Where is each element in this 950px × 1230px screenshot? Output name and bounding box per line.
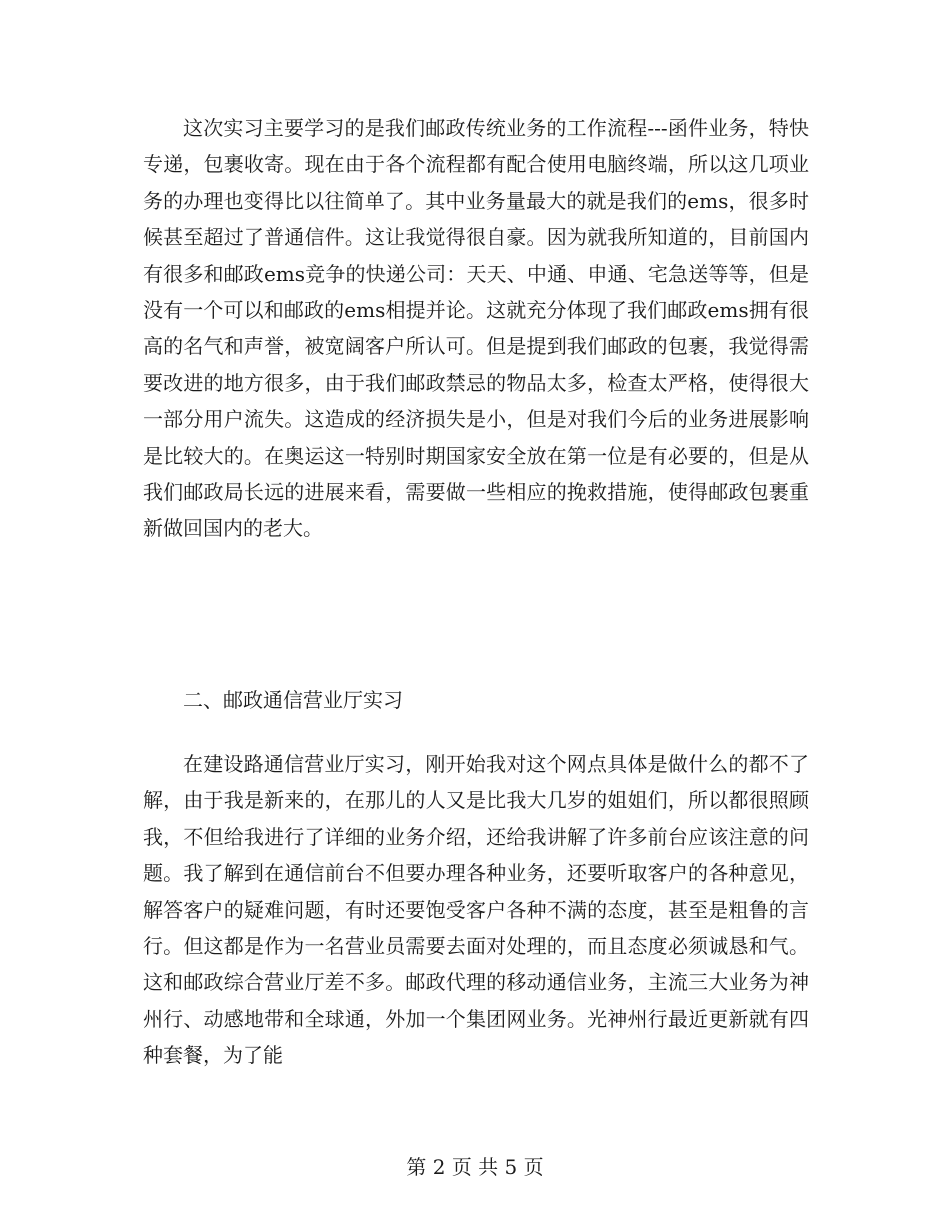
section-heading: 二、邮政通信营业厅实习 <box>183 688 403 712</box>
body-text-block-2 <box>143 746 809 1074</box>
body-text-block-1 <box>143 110 809 656</box>
page-number-footer: 第 2 页 共 5 页 <box>406 1155 544 1179</box>
paragraph-1: 这次实习主要学习的是我们邮政传统业务的工作流程---函件业务，特快专递，包裹收寄。现在由于各个流程都有配合使用电脑终端，所以这几项业务的办理也变得比以往简单了。其中业务量最大的就是我们的ems，很多时候甚至超过了普通信件。这让我觉得很自豪。因为就我所知道的，目前国内有很多和邮政ems竞争的快递公司：天天、中通、申通、宅急送等等，但是没有一个可以和邮政的ems相提并论。这就充分体现了我们邮政ems拥有很高的名气和声誉，被宽阔客户所认可。但是提到我们邮政的包裹，我觉得需要改进的地方很多，由于我们邮政禁忌的物品太多，检查太严格，使得很大一部分用户流失。这造成的经济损失是小，但是对我们今后的业务进展影响是比较大的。在奥运这一特别时期国家安全放在第一位是有必要的，但是从我们邮政局长远的进展来看，需要做一些相应的挽救措施，使得邮政包裹重新做回国内的老大。 <box>143 116 809 541</box>
paragraph-2: 在建设路通信营业厅实习，刚开始我对这个网点具体是做什么的都不了解，由于我是新来的，在那儿的人又是比我大几岁的姐姐们，所以都很照顾我，不但给我进行了详细的业务介绍，还给我讲解了许多前台应该注意的问题。我了解到在通信前台不但要办理各种业务，还要听取客户的各种意见，解答客户的疑难问题，有时还要饱受客户各种不满的态度，甚至是粗鲁的言行。但这都是作为一名营业员需要去面对处理的，而且态度必须诚恳和气。这和邮政综合营业厅差不多。邮政代理的移动通信业务，主流三大业务为神州行、动感地带和全球通，外加一个集团网业务。光神州行最近更新就有四种套餐，为了能 <box>143 752 809 1068</box>
